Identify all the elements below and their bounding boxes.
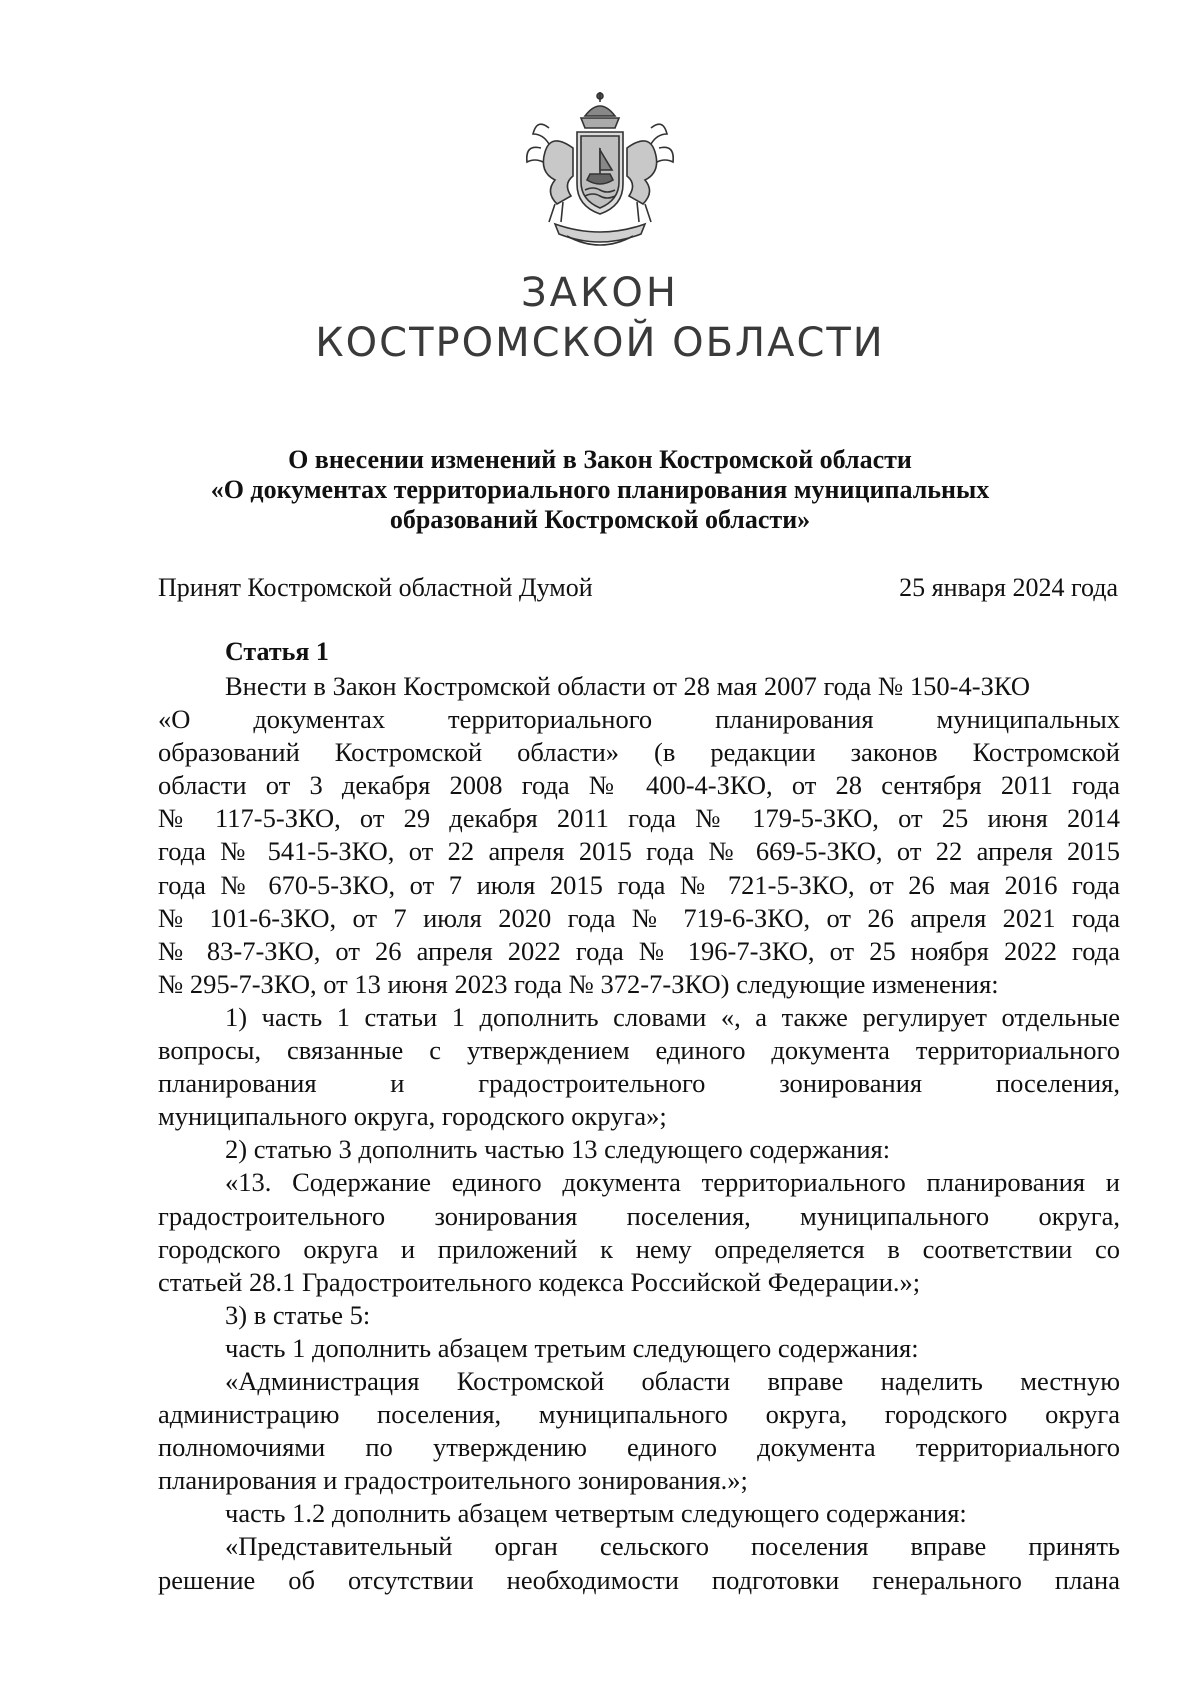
law-title-line-2: КОСТРОМСКОЙ ОБЛАСТИ xyxy=(315,320,885,366)
law-heading xyxy=(150,445,1050,535)
body-line: «Представительный орган сельского поселения вправе принять xyxy=(225,1531,1120,1562)
body-line: муниципального округа, городского округа»; xyxy=(158,1101,667,1132)
body-line: часть 1.2 дополнить абзацем четвертым следующего содержания: xyxy=(225,1498,967,1529)
body-line: градостроительного зонирования поселения, муниципального округа, xyxy=(158,1200,1120,1231)
body-line: № 295-7-ЗКО, от 13 июня 2023 года № 372-7-ЗКО) следующие изменения: xyxy=(158,968,999,999)
body-line: года № 670-5-ЗКО, от 7 июля 2015 года № 721-5-ЗКО, от 26 мая 2016 года xyxy=(158,869,1120,900)
body-line: № 83-7-ЗКО, от 26 апреля 2022 года № 196-7-ЗКО, от 25 ноября 2022 года xyxy=(158,935,1120,966)
heading-line-2: «О документах территориального планирования муниципальных xyxy=(210,475,990,504)
heading-line-1: О внесении изменений в Закон Костромской области xyxy=(288,445,912,474)
adopted-by: Принят Костромской областной Думой xyxy=(158,573,593,602)
body-line: 3) в статье 5: xyxy=(225,1299,371,1330)
body-line: решение об отсутствии необходимости подготовки генерального плана xyxy=(158,1564,1120,1595)
law-title-line-1: ЗАКОН xyxy=(521,270,679,316)
body-line: 1) часть 1 статьи 1 дополнить словами «, а также регулирует отдельные xyxy=(225,1001,1120,1032)
body-line: Внести в Закон Костромской области от 28 мая 2007 года № 150-4-ЗКО xyxy=(225,671,1031,701)
article-title: Статья 1 xyxy=(225,637,329,666)
body-line: № 117-5-ЗКО, от 29 декабря 2011 года № 179-5-ЗКО, от 25 июня 2014 xyxy=(158,803,1120,834)
coat-of-arms-emblem xyxy=(515,88,685,258)
body-line: вопросы, связанные с утверждением единого документа территориального xyxy=(158,1035,1120,1066)
heading-line-3: образований Костромской области» xyxy=(389,505,811,534)
body-line: года № 541-5-ЗКО, от 22 апреля 2015 года № 669-5-ЗКО, от 22 апреля 2015 xyxy=(158,836,1120,867)
body-line: № 101-6-ЗКО, от 7 июля 2020 года № 719-6-ЗКО, от 26 апреля 2021 года xyxy=(158,902,1120,933)
body-line: часть 1 дополнить абзацем третьим следующего содержания: xyxy=(225,1332,919,1363)
body-line: планирования и градостроительного зонирования.»; xyxy=(158,1465,748,1496)
body-line: области от 3 декабря 2008 года № 400-4-ЗКО, от 28 сентября 2011 года xyxy=(158,770,1120,801)
body-line: «О документах территориального планирования муниципальных xyxy=(158,704,1120,735)
adoption-date: 25 января 2024 года xyxy=(899,573,1118,602)
body-line: «Администрация Костромской области вправе наделить местную xyxy=(225,1365,1120,1396)
body-line: «13. Содержание единого документа территориального планирования и xyxy=(225,1167,1120,1198)
body-line: статьей 28.1 Градостроительного кодекса Российской Федерации.»; xyxy=(158,1266,921,1297)
body-line: образований Костромской области» (в редакции законов Костромской xyxy=(158,737,1120,768)
body-line: полномочиями по утверждению единого документа территориального xyxy=(158,1432,1120,1463)
article-body xyxy=(158,670,1120,1597)
body-line: городского округа и приложений к нему определяется в соответствии со xyxy=(158,1233,1120,1264)
body-line: планирования и градостроительного зонирования поселения, xyxy=(158,1068,1120,1099)
body-line: администрацию поселения, муниципального округа, городского округа xyxy=(158,1399,1120,1430)
body-line: 2) статью 3 дополнить частью 13 следующего содержания: xyxy=(225,1134,891,1165)
